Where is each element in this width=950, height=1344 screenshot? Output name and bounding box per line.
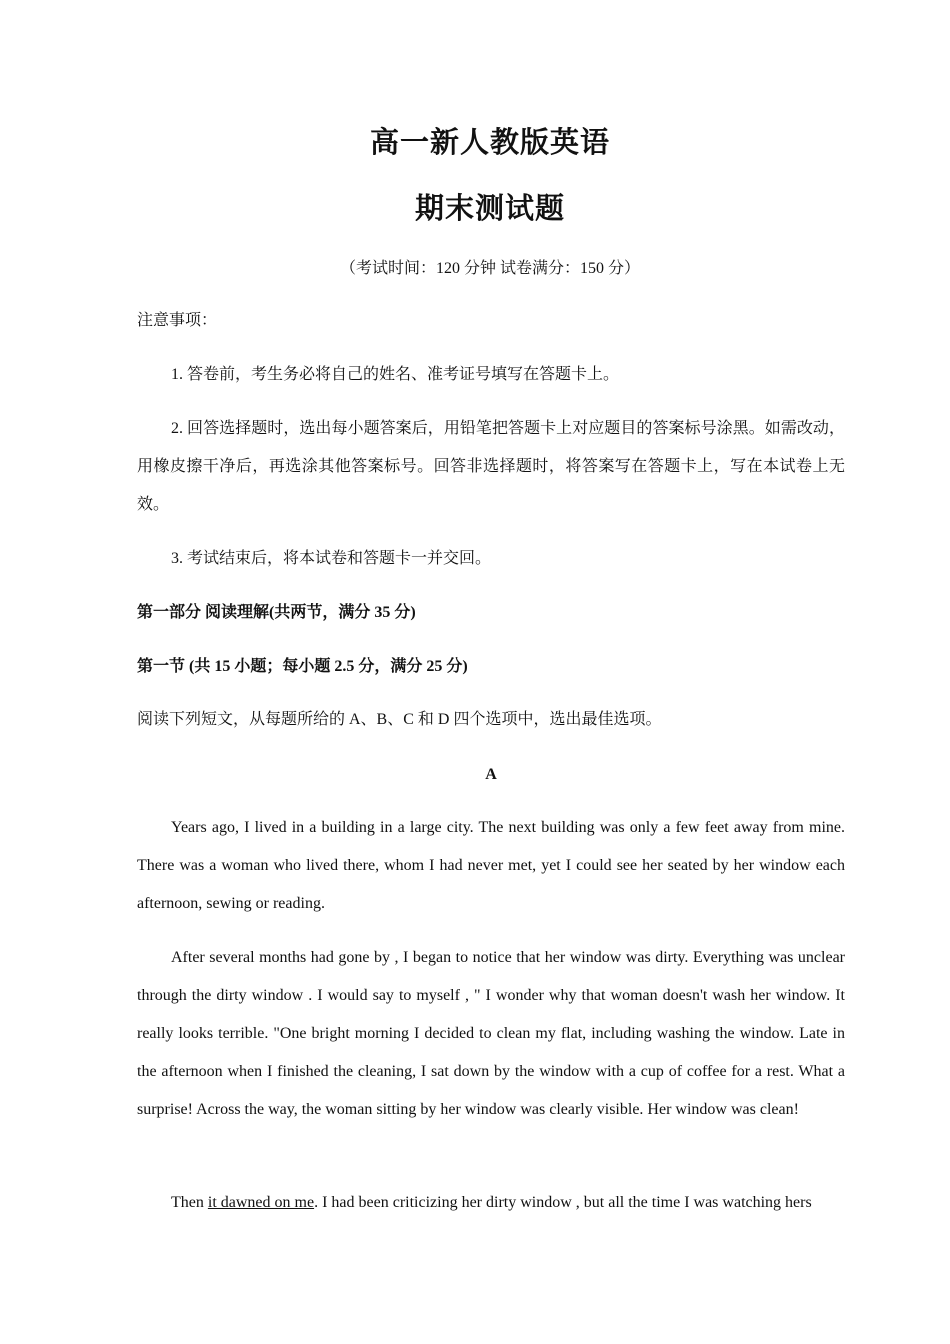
passage-paragraph-2: After several months had gone by , I began to notice that her window was dirty. Everything was unclear through the dirty window . I would say to myself , " I wonder why that woman doesn't wash her window. It really looks terrible. "One bright morning I decided to clean my flat, including washing the window. Late in the afternoon when I finished the cleaning, I sat down by the window with a cup of coffee for a rest. What a surprise! Across the way, the woman sitting by her window was clearly visible. Her window was clean! [137,949,845,1118]
note-item-1: 1. 答卷前，考生务必将自己的姓名、准考证号填写在答题卡上。 [171,366,620,383]
page-subtitle: 期末测试题 [414,193,565,225]
passage-paragraph-1: Years ago, I lived in a building in a large city. The next building was only a few feet away from mine. There was a woman who lived there, whom I had never met, yet I could see her seated by her window each afternoon, sewing or reading. [137,819,845,912]
section-heading: 第一节 (共 15 小题；每小题 2.5 分，满分 25 分) [137,658,468,675]
instruction-text: 阅读下列短文，从每题所给的 A、B、C 和 D 四个选项中，选出最佳选项。 [137,711,662,728]
note-item-3: 3. 考试结束后，将本试卷和答题卡一并交回。 [171,550,492,567]
exam-info: （考试时间：120 分钟 试卷满分：150 分） [339,260,640,277]
part-heading: 第一部分 阅读理解(共两节，满分 35 分) [137,604,416,621]
notes-heading: 注意事项： [137,312,218,329]
note-item-2: 2. 回答选择题时，选出每小题答案后，用铅笔把答题卡上对应题目的答案标号涂黑。如需改动，用橡皮擦干净后，再选涂其他答案标号。回答非选择题时，将答案写在答题卡上，写在本试卷上无效。 [137,420,845,513]
passage-label: A [485,766,497,783]
paragraph-3-rest: . I had been criticizing her dirty window , but all the time I was watching hers [314,1194,812,1211]
page-title: 高一新人教版英语 [369,127,610,159]
passage-paragraph-3 [137,1184,845,1222]
underlined-phrase: it dawned on me [207,1194,315,1211]
paragraph-3-start: Then [171,1194,208,1211]
